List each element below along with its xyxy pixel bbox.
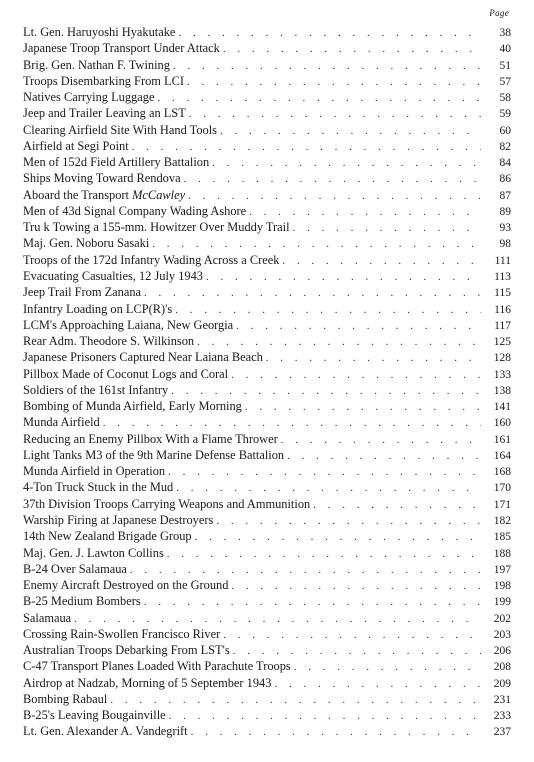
entry-page-number: 133	[493, 368, 511, 381]
entry-title-text: Bombing of Munda Airfield, Early Morning	[23, 399, 242, 414]
list-item	[23, 138, 511, 154]
list-item	[23, 203, 511, 219]
entry-title	[23, 658, 294, 674]
dot-leader	[212, 155, 481, 170]
entry-title-text: Jeep and Trailer Leaving an LST	[23, 106, 186, 121]
entry-title	[23, 545, 167, 561]
list-item	[23, 268, 511, 284]
dot-leader	[188, 188, 481, 203]
entry-page-number: 128	[493, 352, 511, 365]
list-item	[23, 252, 511, 268]
entry-title	[23, 723, 191, 739]
list-item	[23, 691, 511, 707]
dot-leader	[152, 236, 481, 251]
dot-leader	[173, 58, 481, 73]
list-item	[23, 675, 511, 691]
entry-title	[23, 154, 212, 170]
entry-title-text: Tru k Towing a 155-mm. Howitzer Over Muddy Trail	[23, 220, 290, 235]
entry-page-number: 188	[493, 547, 511, 560]
entry-page-number: 160	[493, 417, 511, 430]
entry-title-text: Men of 43d Signal Company Wading Ashore	[23, 203, 247, 218]
list-item	[23, 593, 511, 609]
list-item	[23, 349, 511, 365]
dot-leader	[189, 106, 481, 121]
entry-title-text: 14th New Zealand Brigade Group	[23, 529, 192, 544]
list-item	[23, 463, 511, 479]
list-item	[23, 187, 511, 203]
entry-title-text: Natives Carrying Luggage	[23, 90, 155, 105]
entry-title-text: 4-Ton Truck Stuck in the Mud	[23, 480, 174, 495]
list-item	[23, 479, 511, 495]
entry-title-text: Clearing Airfield Site With Hand Tools	[23, 122, 217, 137]
entry-page-number: 117	[494, 319, 511, 332]
entry-title-italic: McCawley	[132, 187, 186, 202]
list-item	[23, 366, 511, 382]
entry-page-number: 197	[493, 563, 511, 576]
entry-title	[23, 463, 168, 479]
dot-leader	[110, 692, 481, 707]
list-item	[23, 496, 511, 512]
entry-page-number: 38	[499, 27, 511, 39]
dot-leader	[287, 448, 481, 463]
entry-title	[23, 138, 132, 154]
entry-title-text: Japanese Prisoners Captured Near Laiana Beach	[23, 350, 263, 365]
entry-page-number: 208	[493, 661, 511, 674]
list-item	[23, 723, 511, 739]
entry-title	[23, 252, 282, 268]
entry-title	[23, 431, 281, 447]
entry-page-number: 115	[494, 287, 511, 300]
dot-leader	[184, 171, 481, 186]
entry-title-text: Reducing an Enemy Pillbox With a Flame Thrower	[23, 431, 278, 446]
entry-title	[23, 366, 231, 382]
list-item	[23, 431, 511, 447]
entry-page-number: 206	[493, 645, 511, 658]
entry-title-text: C-47 Transport Planes Loaded With Parachute Troops	[23, 659, 291, 674]
entry-title	[23, 73, 187, 89]
entry-page-number: 138	[493, 384, 511, 397]
entry-title-text: Maj. Gen. Noboru Sasaki	[23, 236, 150, 251]
entry-title	[23, 301, 175, 317]
list-item	[23, 447, 511, 463]
list-item	[23, 707, 511, 723]
entry-page-number: 116	[494, 303, 511, 316]
entry-page-number: 60	[499, 124, 511, 137]
entry-title	[23, 382, 171, 398]
list-item	[23, 317, 511, 333]
dot-leader	[245, 399, 481, 414]
entry-title	[23, 593, 144, 609]
entry-page-number: 125	[493, 336, 511, 349]
entry-title-text: 37th Division Troops Carrying Weapons and Ammunition	[23, 496, 311, 511]
list-item	[23, 642, 511, 658]
entry-page-number: 51	[499, 59, 511, 72]
entry-title	[23, 317, 236, 333]
list-item	[23, 301, 511, 317]
dot-leader	[206, 269, 481, 284]
dot-leader	[171, 383, 481, 398]
entry-title	[23, 89, 157, 105]
entry-title	[23, 610, 74, 626]
entry-title-text: Jeep Trail From Zanana	[23, 285, 142, 300]
list-item	[23, 235, 511, 251]
entry-page-number: 233	[493, 710, 511, 723]
entry-title-text: B-25 Medium Bombers	[23, 594, 141, 609]
entry-title-text: Salamaua	[23, 610, 72, 625]
entry-title	[23, 219, 293, 235]
dot-leader	[176, 480, 481, 495]
entry-title	[23, 122, 220, 138]
entry-title-text: Maj. Gen. J. Lawton Collins	[23, 545, 164, 560]
entry-title	[23, 105, 189, 121]
entry-title	[23, 447, 287, 463]
entry-title-text: B-24 Over Salamaua	[23, 561, 127, 576]
entry-title	[23, 203, 249, 219]
dot-leader	[169, 708, 481, 723]
dot-leader	[144, 285, 481, 300]
list-item	[23, 122, 511, 138]
entry-page-number: 84	[499, 157, 511, 170]
list-item	[23, 284, 511, 300]
entry-title-text: Infantry Loading on LCP(R)'s	[23, 301, 173, 316]
entry-page-number: 202	[493, 612, 511, 625]
entry-title	[23, 284, 144, 300]
entry-title-text: Aboard the Transport	[23, 187, 133, 202]
dot-leader	[216, 513, 481, 528]
entry-title-text: Airdrop at Nadzab, Morning of 5 September 1943	[23, 675, 272, 690]
page-column-heading: Page	[489, 8, 509, 18]
entry-title	[23, 57, 173, 73]
list-item	[23, 512, 511, 528]
entry-page-number: 199	[493, 596, 511, 609]
dot-leader	[233, 643, 481, 658]
dot-leader	[220, 123, 481, 138]
entry-title-text: Airfield at Segi Point	[23, 138, 129, 153]
entry-page-number: 111	[494, 254, 511, 267]
entry-title-text: Troops of the 172d Infantry Wading Across a Creek	[23, 252, 280, 267]
list-item	[23, 398, 511, 414]
entry-page-number: 93	[499, 222, 511, 235]
entry-page-number: 40	[499, 43, 511, 56]
entry-title-text: Troops Disembarking From LCI	[23, 73, 184, 88]
list-item	[23, 57, 511, 73]
dot-leader	[167, 546, 481, 561]
dot-leader	[175, 302, 481, 317]
dot-leader	[231, 578, 481, 593]
entry-page-number: 89	[499, 205, 511, 218]
entry-page-number: 57	[499, 75, 511, 88]
entry-title	[23, 479, 176, 495]
entry-page-number: 86	[499, 173, 511, 186]
list-item	[23, 170, 511, 186]
entry-title	[23, 675, 274, 691]
entry-page-number: 231	[493, 693, 511, 706]
entry-title-text: Australian Troops Debarking From LST's	[23, 643, 230, 658]
list-item	[23, 610, 511, 626]
entry-page-number: 141	[493, 401, 511, 414]
dot-leader	[74, 611, 481, 626]
entry-title	[23, 349, 266, 365]
entry-title	[23, 528, 195, 544]
entry-page-number: 82	[499, 140, 511, 153]
dot-leader	[132, 139, 481, 154]
entry-page-number: 113	[494, 270, 511, 283]
entry-title-text: Enemy Aircraft Destroyed on the Ground	[23, 578, 229, 593]
entry-page-number: 237	[493, 726, 511, 739]
dot-leader	[191, 724, 481, 739]
illustrations-list	[23, 24, 511, 740]
entry-title-text: Lt. Gen. Alexander A. Vandegrift	[23, 724, 188, 739]
list-item	[23, 414, 511, 430]
entry-page-number: 182	[493, 514, 511, 527]
entry-title	[23, 235, 152, 251]
entry-title-text: Soldiers of the 161st Infantry	[23, 382, 169, 397]
entry-title	[23, 24, 178, 40]
entry-title-text: Light Tanks M3 of the 9th Marine Defense Battalion	[23, 447, 285, 462]
entry-page-number: 185	[493, 531, 511, 544]
dot-leader	[293, 220, 481, 235]
entry-title	[23, 561, 130, 577]
dot-leader	[187, 74, 481, 89]
dot-leader	[282, 253, 481, 268]
dot-leader	[231, 367, 481, 382]
entry-page-number: 58	[499, 92, 511, 105]
entry-page-number: 198	[493, 580, 511, 593]
dot-leader	[236, 318, 481, 333]
entry-page-number: 168	[493, 466, 511, 479]
list-item	[23, 577, 511, 593]
entry-title-text: Japanese Troop Transport Under Attack	[23, 41, 220, 56]
list-item	[23, 528, 511, 544]
entry-title	[23, 577, 231, 593]
dot-leader	[144, 594, 481, 609]
list-item	[23, 105, 511, 121]
dot-leader	[223, 41, 481, 56]
entry-title	[23, 398, 245, 414]
entry-page-number: 87	[499, 189, 511, 202]
entry-title	[23, 496, 313, 512]
dot-leader	[197, 334, 481, 349]
dot-leader	[249, 204, 481, 219]
dot-leader	[274, 676, 481, 691]
entry-title-text: Men of 152d Field Artillery Battalion	[23, 155, 210, 170]
entry-title	[23, 626, 223, 642]
dot-leader	[281, 432, 481, 447]
entry-title	[23, 642, 233, 658]
entry-title-text: B-25's Leaving Bougainville	[23, 708, 166, 723]
entry-title	[23, 691, 110, 707]
list-item	[23, 219, 511, 235]
list-item	[23, 89, 511, 105]
entry-title-text: Brig. Gen. Nathan F. Twining	[23, 57, 170, 72]
dot-leader	[157, 90, 481, 105]
entry-title-text: Pillbox Made of Coconut Logs and Coral	[23, 366, 229, 381]
entry-title	[23, 707, 169, 723]
entry-page-number: 59	[499, 108, 511, 121]
list-item	[23, 24, 511, 40]
entry-title-text: Warship Firing at Japanese Destroyers	[23, 512, 214, 527]
entry-title-text: Munda Airfield	[23, 415, 100, 430]
entry-title-text: Ships Moving Toward Rendova	[23, 171, 181, 186]
dot-leader	[223, 627, 481, 642]
entry-page-number: 164	[493, 449, 511, 462]
list-item	[23, 333, 511, 349]
entry-title-text: LCM's Approaching Laiana, New Georgia	[23, 317, 234, 332]
entry-title	[23, 333, 197, 349]
list-item	[23, 40, 511, 56]
dot-leader	[266, 350, 481, 365]
dot-leader	[178, 25, 481, 40]
entry-page-number: 170	[493, 482, 511, 495]
entry-page-number: 171	[493, 498, 511, 511]
list-item	[23, 545, 511, 561]
entry-page-number: 98	[499, 238, 511, 251]
list-item	[23, 561, 511, 577]
entry-page-number: 203	[493, 628, 511, 641]
entry-page-number: 161	[493, 433, 511, 446]
entry-title-text: Lt. Gen. Haruyoshi Hyakutake	[23, 25, 176, 39]
list-item	[23, 382, 511, 398]
entry-title	[23, 170, 184, 186]
dot-leader	[195, 529, 481, 544]
entry-title	[23, 512, 216, 528]
entry-title	[23, 414, 103, 430]
entry-title	[23, 268, 206, 284]
entry-title-text: Rear Adm. Theodore S. Wilkinson	[23, 334, 195, 349]
entry-title-text: Munda Airfield in Operation	[23, 464, 166, 479]
dot-leader	[130, 562, 481, 577]
entry-title-text: Bombing Rabaul	[23, 691, 108, 706]
dot-leader	[168, 464, 481, 479]
entry-title	[23, 187, 188, 203]
entry-title-text: Evacuating Casualties, 12 July 1943	[23, 268, 203, 283]
entry-page-number: 209	[493, 677, 511, 690]
entry-title-text: Crossing Rain-Swollen Francisco River	[23, 626, 221, 641]
list-item	[23, 73, 511, 89]
entry-title	[23, 40, 223, 56]
dot-leader	[103, 415, 481, 430]
list-item	[23, 658, 511, 674]
dot-leader	[313, 497, 481, 512]
list-item	[23, 154, 511, 170]
list-item	[23, 626, 511, 642]
dot-leader	[294, 659, 481, 674]
